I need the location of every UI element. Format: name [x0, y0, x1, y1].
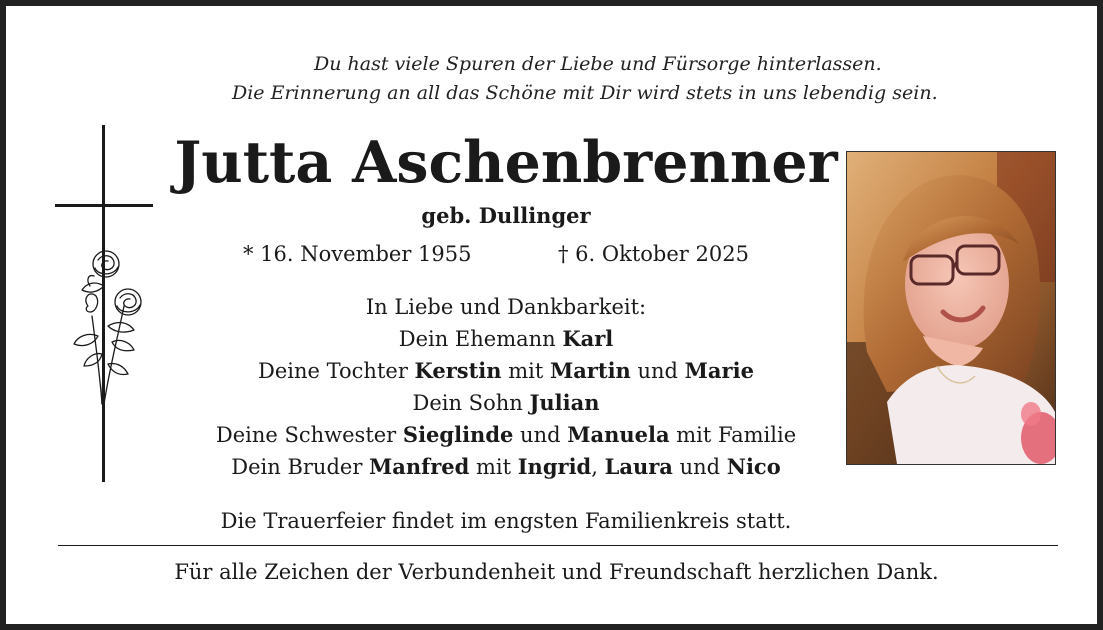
divider — [58, 545, 1058, 546]
family-relation-text: mit — [501, 359, 550, 383]
motto-line-2: Die Erinnerung an all das Schöne mit Dir wird stets in uns lebendig sein. — [232, 82, 938, 104]
family-relation-text: Deine Schwester — [215, 423, 403, 447]
family-row — [156, 323, 856, 355]
motto-line-1: Du hast viele Spuren der Liebe und Fürsorge hinterlassen. — [314, 53, 882, 75]
family-row — [156, 419, 856, 451]
family-member-name: Manfred — [369, 454, 470, 479]
portrait-photo — [846, 151, 1056, 465]
deceased-name: Jutta Aschenbrenner — [174, 129, 838, 196]
family-relation-text: und — [630, 359, 685, 383]
family-relation-text: Dein Bruder — [231, 455, 370, 479]
family-row — [156, 387, 856, 419]
cross-horizontal-bar — [55, 204, 153, 207]
family-member-name: Martin — [549, 358, 631, 383]
born-name: geb. Dullinger — [421, 203, 591, 228]
family-relation-text: , — [591, 455, 605, 479]
family-list — [156, 323, 856, 483]
portrait-image — [847, 152, 1055, 464]
family-relation-text: Dein Ehemann — [398, 327, 563, 351]
family-relation-text: mit Familie — [669, 423, 797, 447]
ceremony-note: Die Trauerfeier findet im engsten Familienkreis statt. — [220, 509, 792, 533]
family-row — [156, 355, 856, 387]
family-row — [156, 451, 856, 483]
family-member-name: Karl — [562, 326, 614, 351]
family-relation-text: Dein Sohn — [412, 391, 530, 415]
family-member-name: Marie — [684, 358, 754, 383]
family-relation-text: und — [672, 455, 727, 479]
family-section — [156, 292, 856, 483]
thanks-text: Für alle Zeichen der Verbundenheit und Freundschaft herzlichen Dank. — [174, 560, 939, 584]
family-relation-text: und — [513, 423, 568, 447]
family-member-name: Kerstin — [414, 358, 502, 383]
family-member-name: Manuela — [567, 422, 670, 447]
rose-icon — [68, 246, 152, 406]
family-relation-text: Deine Tochter — [258, 359, 415, 383]
family-member-name: Ingrid — [517, 454, 592, 479]
family-member-name: Julian — [529, 390, 600, 415]
family-member-name: Sieglinde — [402, 422, 514, 447]
birth-date: * 16. November 1955 — [243, 242, 472, 266]
family-intro: In Liebe und Dankbarkeit: — [365, 295, 647, 319]
family-member-name: Laura — [604, 454, 673, 479]
thanks-line — [6, 557, 1103, 587]
family-member-name: Nico — [726, 454, 781, 479]
death-date: † 6. Oktober 2025 — [558, 242, 749, 266]
family-relation-text: mit — [469, 455, 518, 479]
